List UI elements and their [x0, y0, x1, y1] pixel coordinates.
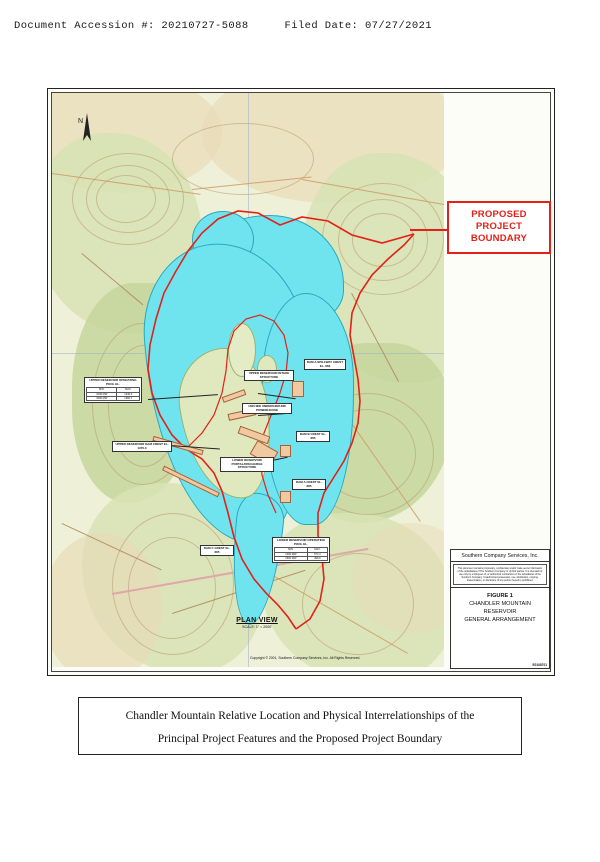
- topographic-map: [52, 93, 444, 667]
- map-label-dam-a-spillway: DAM A SPILLWAY CREST EL. 666: [304, 359, 346, 370]
- structure-marker: [292, 381, 304, 397]
- caption-line-1: Chandler Mountain Relative Location and Physical Interrelationships of the: [125, 710, 475, 722]
- proprietary-notice: This document contains proprietary, confidential, and/or trade secret information of the subsidiaries of The Southern Company or of third parties. It is intended for use only by employees of, or authorized contractors of, the subsidiaries of the Southern Company. Unauthorized possession, use, distribution, copying, dissemination, or disclosure of any portion hereof is prohibited.: [453, 564, 547, 585]
- caption-line-2: Principal Project Features and the Proposed Project Boundary: [157, 733, 443, 745]
- figure-caption-box: [78, 697, 522, 755]
- callout-line-2: PROJECT: [475, 221, 523, 232]
- map-label-dam-b: DAM B CREST EL. 685: [296, 431, 330, 442]
- map-label-upper-reservoir-dam: UPPER RESERVOIR DAM CREST EL. 1370.0: [112, 441, 172, 452]
- map-label-upper-reservoir-intake: UPPER RESERVOIR INTAKE STRUCTURE: [244, 370, 294, 381]
- map-label-dam-a: DAM A CREST EL. 685: [292, 479, 326, 490]
- callout-leader-line: [410, 229, 450, 231]
- project-name-line2: RESERVOIR: [483, 609, 517, 615]
- contour-line: [352, 213, 414, 267]
- filed-date: Filed Date: 07/27/2021: [284, 20, 432, 32]
- drawing-number: E0108701: [532, 663, 547, 667]
- callout-line-1: PROPOSED: [471, 209, 527, 220]
- plan-view-scale: SCALE: 1" = 2000': [242, 625, 272, 629]
- document-header-stamp: [14, 20, 432, 32]
- project-name-line1: CHANDLER MOUNTAIN: [469, 601, 531, 607]
- accession-number: Document Accession #: 20210727-5088: [14, 20, 249, 32]
- lower-pool-elevation-table: MIN. MAX. 1000 MW 574.4 1500 MW 499.0: [274, 547, 328, 561]
- company-name: Southern Company Services, Inc.: [451, 550, 549, 562]
- figure-title-group: [451, 587, 549, 624]
- contour-line: [96, 175, 156, 223]
- contour-line: [302, 553, 414, 655]
- proposed-project-boundary-callout: [447, 201, 551, 254]
- map-label-lower-reservoir-operating-pool: LOWER RESERVOIR OPERATING POOL EL. MIN. MAX. 1000 MW 574.4 1500 MW 499.0: [272, 537, 330, 563]
- north-arrow-icon: [76, 111, 98, 153]
- plan-view-caption: [202, 617, 312, 629]
- drawing-sheet: [47, 88, 555, 676]
- upper-pool-elevation-table: MIN. MAX. 1000 MW 1340.0 1500 MW 1360.7: [86, 387, 140, 401]
- structure-marker: [280, 445, 291, 457]
- plan-view-title: PLAN VIEW: [236, 617, 278, 624]
- title-block: [450, 549, 550, 669]
- figure-number: FIGURE 1: [487, 593, 513, 599]
- map-label-lower-reservoir-intake: LOWER RESERVOIR PORTAL/DISCHARGE STRUCTURE: [220, 457, 274, 472]
- map-label-upper-reservoir-operating-pool: UPPER RESERVOIR OPERATING POOL EL. MIN. MAX. 1000 MW 1340.0 1500 MW 1360.7: [84, 377, 142, 403]
- north-arrow-label: N: [78, 118, 84, 125]
- island: [228, 323, 256, 377]
- callout-line-3: BOUNDARY: [470, 233, 528, 244]
- project-name-line3: GENERAL ARRANGEMENT: [464, 617, 536, 623]
- map-label-powerhouse: 1500 MW UNDERGROUND POWERHOUSE: [242, 403, 292, 414]
- copyright-notice: Copyright © 2001, Southern Company Services, Inc. All Rights Reserved.: [250, 656, 361, 660]
- map-label-dam-c: DAM C CREST EL. 685: [200, 545, 234, 556]
- structure-marker: [280, 491, 291, 503]
